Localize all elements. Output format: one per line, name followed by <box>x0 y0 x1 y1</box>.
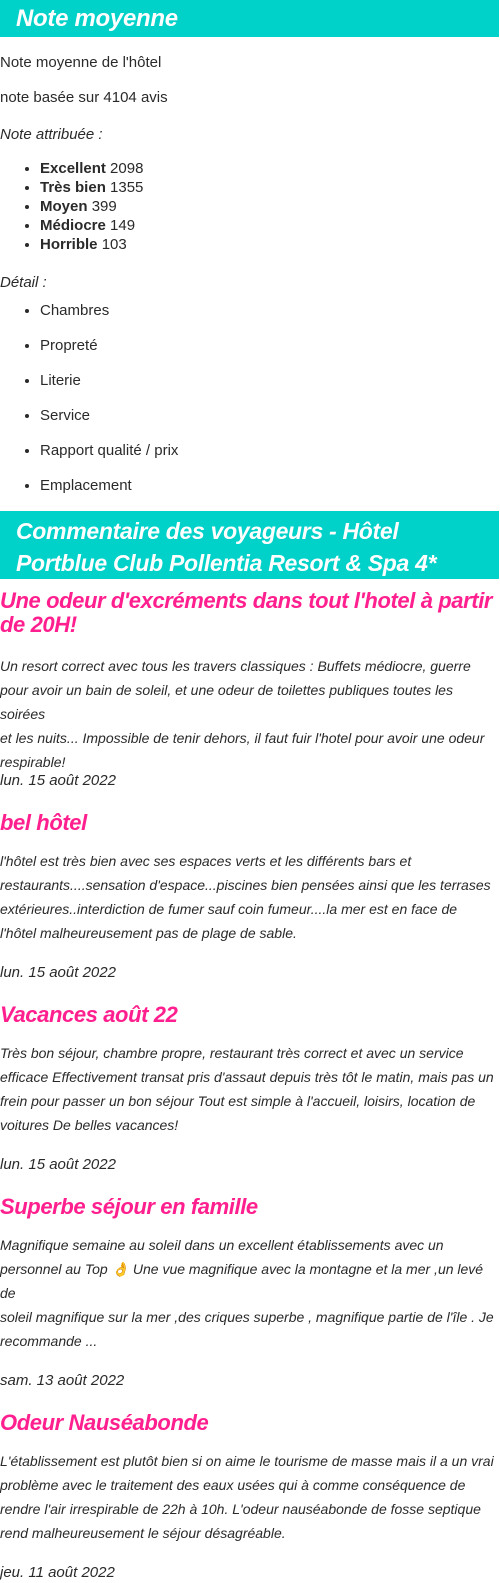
review-body <box>0 1449 500 1545</box>
review-body-line: Très bon séjour, chambre propre, restaurant très correct et avec un service <box>0 1045 464 1061</box>
rating-count: 2098 <box>110 160 144 177</box>
rating-count: 149 <box>110 217 136 234</box>
rating-count: 103 <box>101 236 127 253</box>
review-body-line: soleil magnifique sur la mer ,des criques superbe , magnifique partie de l'île . Je <box>0 1309 494 1325</box>
review-title[interactable]: Vacances août 22 <box>0 1002 178 1027</box>
review-body <box>0 1041 500 1137</box>
detail-item-proprete: • Propreté <box>40 328 500 363</box>
review-body-line: l'hôtel malheureusement pas de plage de sable. <box>0 925 297 941</box>
review-body-line: voitures De belles vacances! <box>0 1117 179 1133</box>
average-rating-label: Note moyenne de l'hôtel <box>0 54 162 71</box>
detail-item-chambres: • Chambres <box>40 293 500 328</box>
review-body-line: frein pour passer un bon séjour Tout est simple à l'accueil, loisirs, location de <box>0 1093 476 1109</box>
review-title-line-1: Une odeur d'excréments dans tout l'hotel à partir <box>0 588 493 613</box>
review-body-line: Magnifique semaine au soleil dans un excellent établissements avec un <box>0 1237 444 1253</box>
review-body-line: rendre l'air irrespirable de 22h à 10h. L'odeur nauséabonde de fosse septique <box>0 1501 481 1517</box>
rating-item-horrible <box>40 235 500 254</box>
review-title[interactable]: Odeur Nauséabonde <box>0 1410 209 1435</box>
detail-item-service: • Service <box>40 398 500 433</box>
review-card <box>0 811 500 983</box>
review-body-line: Un resort correct avec tous les travers classiques : Buffets médiocre, guerre <box>0 658 471 674</box>
review-date: sam. 13 août 2022 <box>0 1372 125 1389</box>
review-date: lun. 15 août 2022 <box>0 964 116 981</box>
review-body-line: restaurants....sensation d'espace...piscines bien pensées ainsi que les terrases <box>0 877 491 893</box>
rating-label: Très bien <box>40 179 106 196</box>
review-card <box>0 579 500 771</box>
review-card <box>0 1411 500 1583</box>
review-body <box>0 849 500 945</box>
comments-section-title <box>0 511 499 579</box>
rating-section-title: Note moyenne <box>0 0 499 37</box>
rating-label: Excellent <box>40 160 106 177</box>
rating-item-moyen <box>40 197 500 216</box>
review-date: lun. 15 août 2022 <box>0 1156 116 1173</box>
review-body-line: pour avoir un bain de soleil, et une odeur de toilettes publiques toutes les soirées <box>0 682 453 722</box>
review-title[interactable]: Superbe séjour en famille <box>0 1194 258 1219</box>
detail-item-emplacement: • Emplacement <box>40 468 500 503</box>
rating-item-mediocre <box>40 216 500 235</box>
detail-item-rapport-qualite-prix: • Rapport qualité / prix <box>40 433 500 468</box>
rating-breakdown-list <box>0 159 500 254</box>
review-title-line-2: de 20H! <box>0 612 77 637</box>
review-body-line: rend malheureusement le séjour désagréable. <box>0 1525 286 1541</box>
rating-label: Horrible <box>40 236 98 253</box>
reviews-count-text: note basée sur 4104 avis <box>0 89 168 106</box>
review-body-line: problème avec le traitement des eaux usées qui à comme conséquence de <box>0 1477 466 1493</box>
review-card <box>0 1195 500 1391</box>
review-body-line: et les nuits... Impossible de tenir dehors, il faut fuir l'hotel pour avoir une odeur <box>0 730 485 746</box>
review-body-line: respirable! <box>0 754 66 770</box>
review-body-line: recommande ... <box>0 1333 98 1349</box>
review-title[interactable] <box>0 589 500 637</box>
rating-item-excellent <box>40 159 500 178</box>
review-body-line: extérieures..interdiction de fumer sauf coin fumeur....la mer est en face de <box>0 901 458 917</box>
review-body-line: l'hôtel est très bien avec ses espaces verts et les différents bars et <box>0 853 412 869</box>
review-card <box>0 1003 500 1175</box>
rating-count: 399 <box>91 198 117 215</box>
review-date: jeu. 11 août 2022 <box>0 1564 115 1581</box>
rating-count: 1355 <box>110 179 144 196</box>
comments-title-line-2: Portblue Club Pollentia Resort & Spa 4* <box>16 550 437 576</box>
review-body-line: efficace Effectivement transat pris d'assaut depuis très tôt le matin, mais pas un <box>0 1069 494 1085</box>
detail-item-literie: • Literie <box>40 363 500 398</box>
review-date: lun. 15 août 2022 <box>0 772 116 789</box>
review-body <box>0 654 500 774</box>
rating-item-tres-bien <box>40 178 500 197</box>
review-body <box>0 1233 500 1353</box>
review-title[interactable]: bel hôtel <box>0 810 87 835</box>
detail-label: Détail : <box>0 274 47 291</box>
given-rating-label: Note attribuée : <box>0 126 103 143</box>
rating-label: Moyen <box>40 198 88 215</box>
review-body-line: L'établissement est plutôt bien si on aime le tourisme de masse mais il a un vrai <box>0 1453 494 1469</box>
detail-criteria-list <box>0 293 500 503</box>
rating-label: Médiocre <box>40 217 106 234</box>
review-body-line: personnel au Top 👌 Une vue magnifique avec la montagne et la mer ,un levé de <box>0 1261 484 1301</box>
comments-title-line-1: Commentaire des voyageurs - Hôtel <box>16 518 399 544</box>
